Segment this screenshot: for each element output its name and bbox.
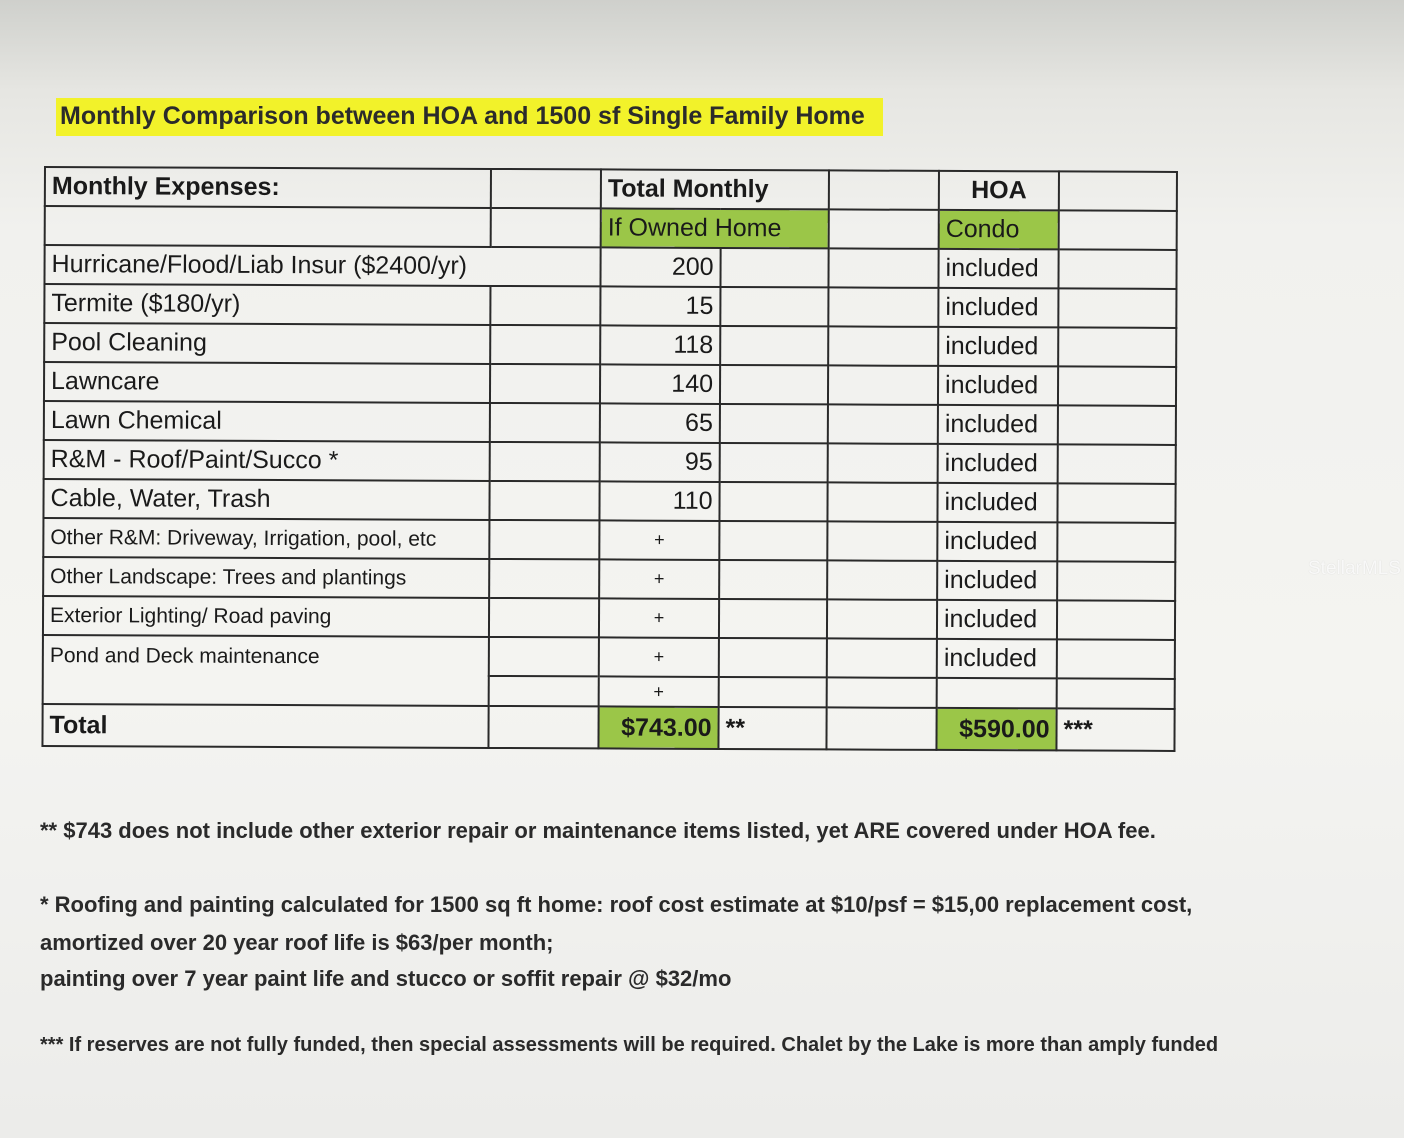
comparison-table — [41, 166, 1178, 752]
row-label: Pond and Deck maintenance — [43, 635, 489, 706]
table-row — [44, 284, 1176, 328]
empty-cell — [491, 208, 601, 247]
empty-cell — [827, 521, 937, 560]
empty-cell — [719, 638, 827, 677]
row-owned-value: 15 — [600, 286, 720, 326]
empty-cell — [489, 481, 599, 520]
row-label: R&M - Roof/Paint/Succo * — [44, 440, 490, 481]
empty-cell — [490, 286, 600, 325]
row-owned-value: + — [599, 598, 719, 638]
footnote-triple-asterisk: *** If reserves are not fully funded, then special assessments will be required. Chalet by the Lake is more than amply funded — [40, 1034, 1219, 1056]
empty-cell — [489, 637, 599, 676]
header-expenses: Monthly Expenses: — [45, 167, 491, 208]
row-label: Lawncare — [44, 362, 490, 403]
header-hoa-line1: HOA — [939, 171, 1059, 211]
empty-cell — [828, 365, 938, 404]
row-hoa-value: included — [938, 444, 1058, 484]
empty-cell — [1058, 249, 1176, 289]
row-hoa-value: included — [938, 249, 1058, 289]
row-owned-value: 140 — [600, 364, 720, 404]
row-hoa-value: included — [938, 288, 1058, 328]
empty-cell — [720, 248, 828, 287]
empty-cell — [490, 364, 600, 403]
footnote-single-asterisk-line3: painting over 7 year paint life and stucco or soffit repair @ $32/mo — [40, 966, 732, 991]
empty-cell — [827, 677, 937, 707]
empty-cell — [489, 559, 599, 598]
empty-cell — [720, 287, 828, 326]
empty-cell — [828, 287, 938, 326]
empty-cell — [828, 443, 938, 482]
row-owned-value: 95 — [600, 442, 720, 482]
total-row — [42, 704, 1174, 751]
empty-cell — [488, 706, 598, 748]
empty-cell — [1058, 444, 1176, 484]
row-label: Lawn Chemical — [44, 401, 490, 442]
total-hoa-mark: *** — [1056, 708, 1174, 751]
table-row — [43, 479, 1175, 523]
table-row — [44, 440, 1176, 484]
empty-cell — [1058, 366, 1176, 406]
total-hoa-value: $590.00 — [936, 708, 1056, 751]
footnote-single-asterisk-line1: * Roofing and painting calculated for 1500 sq ft home: roof cost estimate at $10/psf = $15,00 replacement cost, — [40, 892, 1193, 917]
empty-cell — [1059, 210, 1177, 250]
empty-cell — [1059, 171, 1177, 211]
empty-cell — [1057, 639, 1175, 679]
row-label: Other Landscape: Trees and plantings — [43, 557, 489, 598]
row-label: Exterior Lighting/ Road paving — [43, 596, 489, 637]
table-row — [43, 596, 1175, 640]
empty-cell — [720, 443, 828, 482]
empty-cell — [827, 638, 937, 677]
empty-cell — [829, 209, 939, 248]
empty-cell — [489, 520, 599, 559]
empty-cell — [828, 248, 938, 287]
empty-cell — [719, 599, 827, 638]
footnote-single-asterisk-line2: amortized over 20 year roof life is $63/per month; — [40, 930, 554, 955]
header-owned-line2: If Owned Home — [601, 208, 829, 248]
table-row — [43, 557, 1175, 601]
empty-cell — [827, 560, 937, 599]
table-row — [43, 518, 1175, 562]
empty-cell — [1058, 327, 1176, 367]
empty-cell — [1058, 288, 1176, 328]
empty-cell — [828, 326, 938, 365]
table-row — [43, 635, 1175, 679]
empty-cell — [827, 599, 937, 638]
row-hoa-value: included — [937, 600, 1057, 640]
empty-cell — [490, 403, 600, 442]
total-owned-mark: ** — [718, 707, 826, 749]
empty-cell — [719, 677, 827, 707]
row-label: Cable, Water, Trash — [43, 479, 489, 520]
row-label: Termite ($180/yr) — [44, 284, 490, 325]
document-title: Monthly Comparison between HOA and 1500 sf Single Family Home — [56, 98, 883, 136]
total-owned-value: $743.00 — [598, 706, 718, 749]
empty-cell — [1058, 405, 1176, 445]
row-label: Other R&M: Driveway, Irrigation, pool, etc — [43, 518, 489, 559]
table-row — [44, 323, 1176, 367]
header-hoa-line2: Condo — [939, 210, 1059, 250]
empty-cell — [45, 206, 491, 247]
row-owned-value: 118 — [600, 325, 720, 365]
empty-cell — [1057, 483, 1175, 523]
watermark: StellarMLS — [1308, 558, 1401, 579]
table-row — [44, 245, 1176, 289]
row-hoa-value: included — [937, 522, 1057, 562]
row-hoa-value: included — [937, 639, 1057, 679]
empty-cell — [719, 521, 827, 560]
empty-cell — [826, 707, 936, 749]
row-hoa-value: included — [937, 483, 1057, 523]
table-row — [44, 362, 1176, 406]
empty-cell — [827, 482, 937, 521]
empty-cell — [491, 169, 601, 208]
empty-cell — [1057, 561, 1175, 601]
table-row — [44, 401, 1176, 445]
row-owned-value: + — [599, 520, 719, 560]
empty-cell — [490, 325, 600, 364]
row-hoa-value: included — [938, 327, 1058, 367]
row-owned-value: + — [599, 637, 719, 677]
row-label: Hurricane/Flood/Liab Insur ($2400/yr) — [44, 245, 600, 286]
row-owned-value: 200 — [600, 247, 720, 287]
header-row-2 — [45, 206, 1177, 250]
row-owned-value: 65 — [600, 403, 720, 443]
empty-cell — [1057, 522, 1175, 562]
row-owned-value: + — [599, 676, 719, 707]
total-label: Total — [42, 704, 488, 748]
empty-cell — [720, 365, 828, 404]
empty-cell — [1057, 600, 1175, 640]
empty-cell — [489, 676, 599, 706]
empty-cell — [489, 598, 599, 637]
row-label: Pool Cleaning — [44, 323, 490, 364]
empty-cell — [828, 404, 938, 443]
empty-cell — [1057, 678, 1175, 709]
empty-cell — [490, 442, 600, 481]
header-owned-line1: Total Monthly — [601, 169, 829, 209]
empty-cell — [829, 170, 939, 209]
empty-cell — [937, 678, 1057, 709]
row-hoa-value: included — [938, 366, 1058, 406]
empty-cell — [719, 560, 827, 599]
footnote-double-asterisk: ** $743 does not include other exterior repair or maintenance items listed, yet ARE covered under HOA fee. — [40, 818, 1156, 843]
row-hoa-value: included — [937, 561, 1057, 601]
header-row-1 — [45, 167, 1177, 211]
row-hoa-value: included — [938, 405, 1058, 445]
row-owned-value: 110 — [599, 481, 719, 521]
empty-cell — [720, 404, 828, 443]
row-owned-value: + — [599, 559, 719, 599]
empty-cell — [719, 482, 827, 521]
empty-cell — [720, 326, 828, 365]
